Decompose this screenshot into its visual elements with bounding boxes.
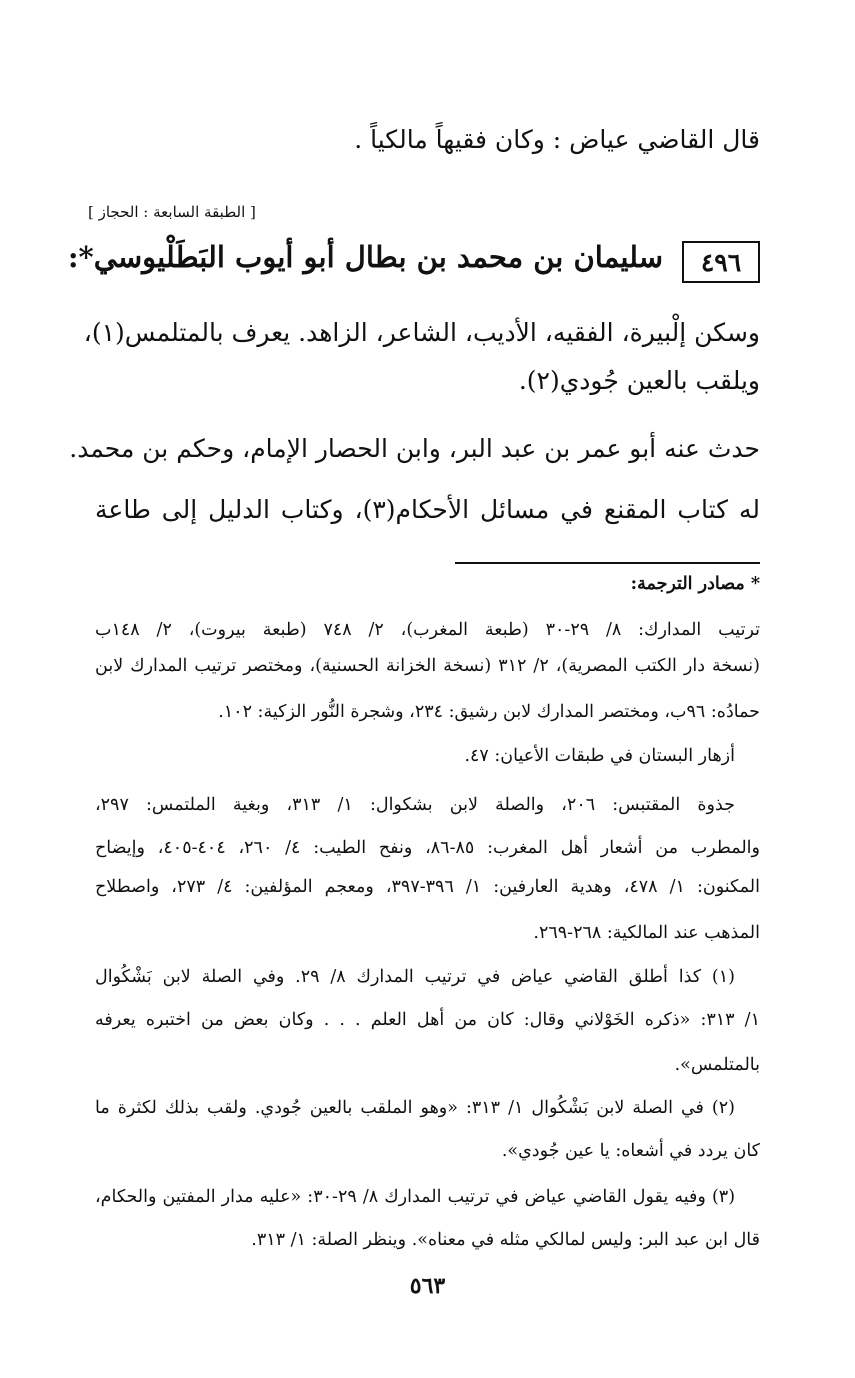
body-line: له كتاب المقنع في مسائل الأحكام(٣)، وكتاب الدليل إلى طاعة (95, 495, 761, 524)
source-line: حمادُه: ٩٦ب، ومختصر المدارك لابن رشيق: ٢٣٤، وشجرة النُّور الزكية: ١٠٢. (218, 702, 760, 722)
entry-number: ٤٩٦ (700, 247, 742, 277)
body-line: وسكن إلْبيرة، الفقيه، الأديب، الشاعر، الزاهد. يعرف بالمتلمس(١)، (83, 318, 760, 347)
source-line: جذوة المقتبس: ٢٠٦، والصلة لابن بشكوال: ١/ ٣١٣، وبغية الملتمس: ٢٩٧، (95, 795, 735, 815)
entry-number-box (682, 241, 760, 283)
footnote-line: (٢) في الصلة لابن بَشْكُوال ١/ ٣١٣: «وهو الملقب بالعين جُودي. ولقب بذلك لكثرة ما (95, 1098, 735, 1118)
footnote-line: بالمتلمس». (674, 1055, 760, 1075)
page-number: ٥٦٣ (409, 1273, 446, 1299)
source-line: (نسخة دار الكتب المصرية)، ٢/ ٣١٢ (نسخة الخزانة الحسنية)، ومختصر ترتيب المدارك لابن (95, 656, 760, 676)
top-line: قال القاضي عياض : وكان فقيهاً مالكياً . (354, 125, 760, 154)
footnote-divider (455, 562, 760, 564)
footnote-line: (٣) وفيه يقول القاضي عياض في ترتيب المدارك ٨/ ٢٩-٣٠: «عليه مدار المفتين والحكام، (95, 1187, 736, 1207)
body-line: حدث عنه أبو عمر بن عبد البر، وابن الحصار الإمام، وحكم بن محمد. (69, 434, 760, 463)
body-line: ويلقب بالعين جُودي(٢). (518, 366, 760, 395)
entry-heading: سليمان بن محمد بن بطال أبو أيوب البَطَلْيوسي*: (67, 240, 663, 274)
footnote-line: كان يردد في أشعاه: يا عين جُودي». (501, 1141, 760, 1161)
source-line: ترتيب المدارك: ٨/ ٢٩-٣٠ (طبعة المغرب)، ٢/ ٧٤٨ (طبعة بيروت)، ٢/ ١٤٨ب (95, 620, 760, 640)
footnote-line: (١) كذا أطلق القاضي عياض في ترتيب المدارك ٨/ ٢٩. وفي الصلة لابن بَشْكُوال (95, 967, 735, 987)
source-line: والمطرب من أشعار أهل المغرب: ٨٥-٨٦، ونفح الطيب: ٤/ ٢٦٠، ٤٠٤-٤٠٥، وإيضاح (95, 838, 760, 858)
sources-heading: * مصادر الترجمة: (630, 574, 760, 594)
source-line: المكنون: ١/ ٤٧٨، وهدية العارفين: ١/ ٣٩٦-٣٩٧، ومعجم المؤلفين: ٤/ ٢٧٣، واصطلاح (95, 877, 760, 897)
source-line: المذهب عند المالكية: ٢٦٨-٢٦٩. (533, 923, 760, 943)
section-tag: [ الطبقة السابعة : الحجاز ] (88, 203, 256, 221)
footnote-line: قال ابن عبد البر: وليس لمالكي مثله في معناه». وينظر الصلة: ١/ ٣١٣. (251, 1230, 760, 1250)
footnote-line: ١/ ٣١٣: «ذكره الخَوْلاني وقال: كان من أهل العلم . . . وكان بعض من اختبره يعرفه (95, 1010, 760, 1030)
source-line: أزهار البستان في طبقات الأعيان: ٤٧. (464, 746, 735, 766)
